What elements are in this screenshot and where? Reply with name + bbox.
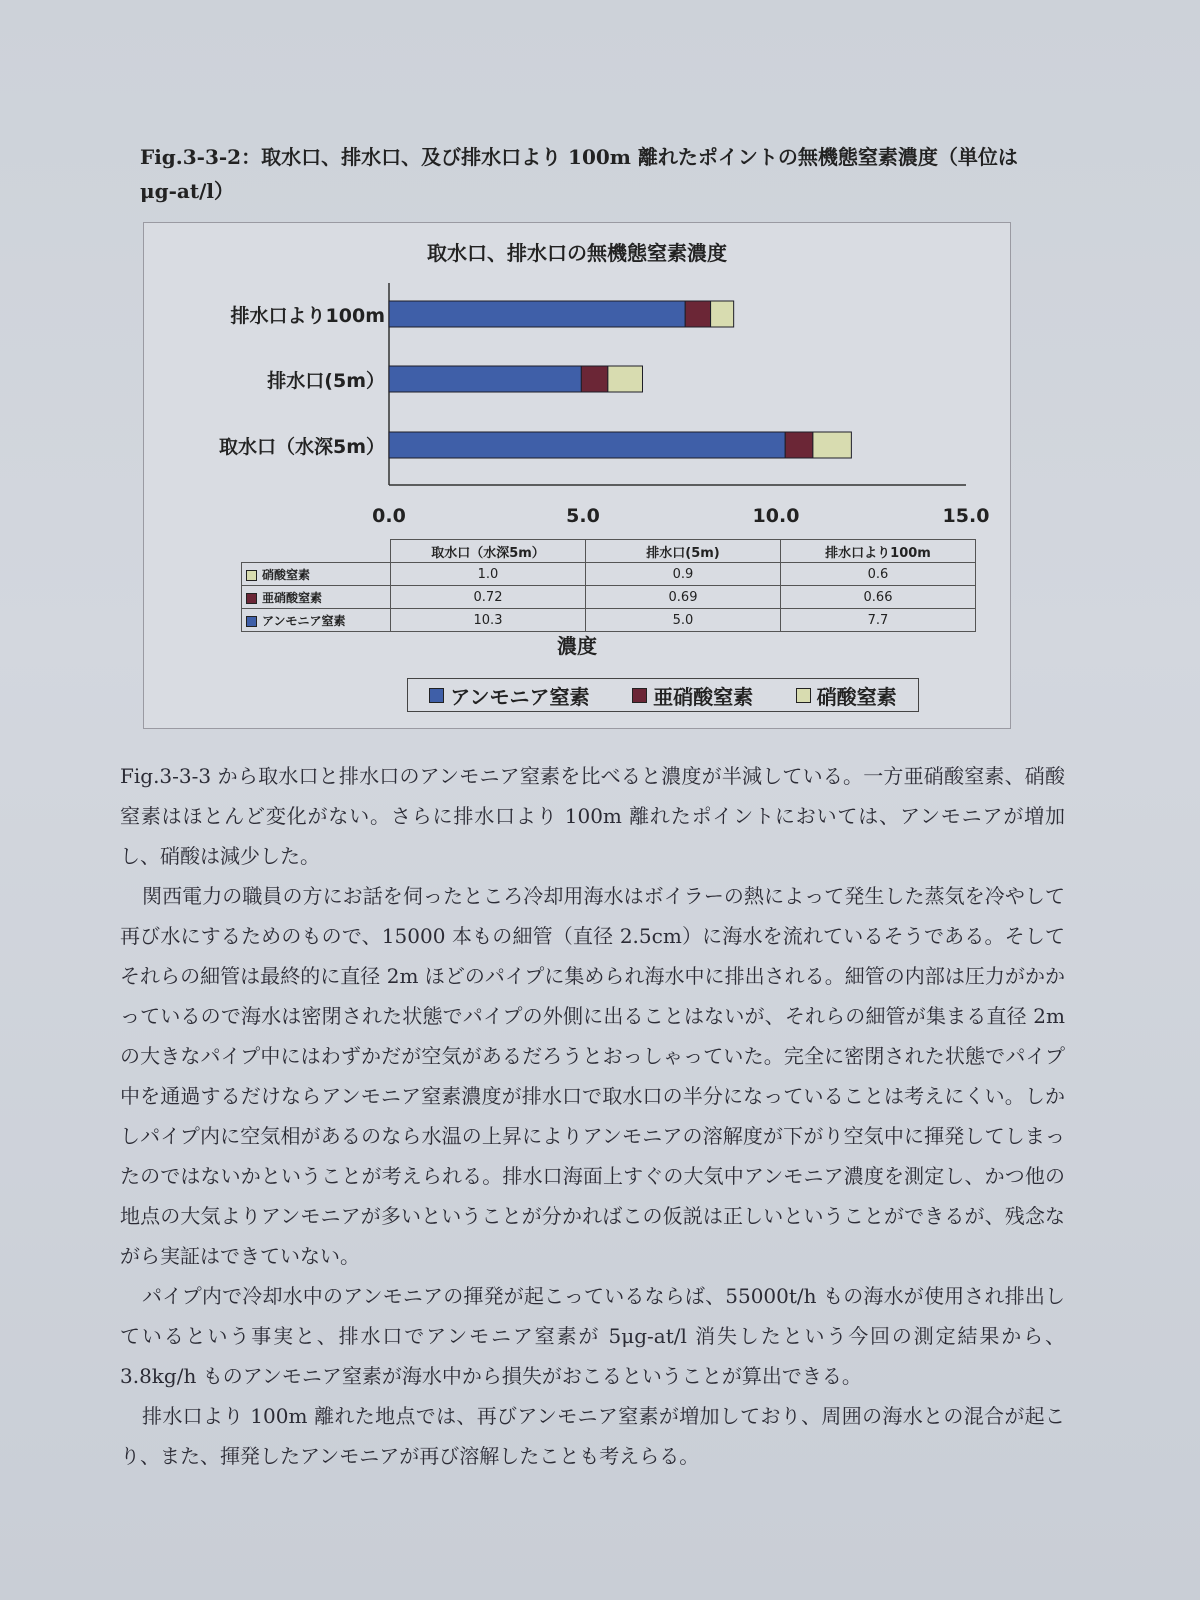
paragraph: Fig.3-3-3 から取水口と排水口のアンモニア窒素を比べると濃度が半減している。一方亜硝酸窒素、硝酸窒素はほとんど変化がない。さらに排水口より 100m 離れたポイントにおいては、アンモニアが増加し、硝酸は減少した。 bbox=[120, 764, 1065, 868]
table-cell: 10.3 bbox=[391, 609, 586, 632]
legend-label: 亜硝酸窒素 bbox=[653, 684, 754, 709]
table-cell: 0.72 bbox=[391, 586, 586, 609]
bar-segment bbox=[389, 432, 785, 458]
ammonia-swatch bbox=[246, 616, 257, 627]
table-row-nitrate bbox=[242, 563, 976, 586]
legend-swatch bbox=[429, 688, 444, 703]
table-col-header: 取水口（水深5m） bbox=[391, 540, 586, 563]
bar-segment bbox=[389, 301, 685, 327]
x-tick-label: 15.0 bbox=[942, 505, 990, 527]
bar-segment bbox=[608, 366, 643, 392]
x-tick-label: 10.0 bbox=[752, 505, 800, 527]
body-text bbox=[120, 756, 1065, 1476]
legend-label: 硝酸窒素 bbox=[816, 684, 897, 709]
table-row-ammonia bbox=[242, 609, 976, 632]
legend-item bbox=[429, 681, 589, 710]
table-cell: 0.9 bbox=[586, 563, 781, 586]
legend-swatch bbox=[796, 688, 811, 703]
nitrite-swatch bbox=[246, 593, 257, 604]
table-col-header: 排水口より100m bbox=[781, 540, 976, 563]
legend-item bbox=[796, 681, 897, 710]
bar-segment bbox=[813, 432, 851, 458]
category-label-100m: 排水口より100m bbox=[230, 305, 385, 327]
chart-frame bbox=[143, 222, 1011, 729]
data-table bbox=[241, 539, 976, 632]
nitrate-swatch bbox=[246, 570, 257, 581]
x-tick-label: 5.0 bbox=[566, 505, 600, 527]
legend-item bbox=[632, 681, 753, 710]
category-label-outlet: 排水口(5m） bbox=[267, 370, 385, 392]
bar-segment bbox=[389, 366, 581, 392]
data-table-header-row bbox=[242, 540, 976, 563]
chart-legend bbox=[407, 678, 919, 712]
x-axis-label: 濃度 bbox=[557, 634, 597, 658]
legend-label: アンモニア窒素 bbox=[450, 684, 590, 709]
bar-segment bbox=[711, 301, 734, 327]
table-cell: 7.7 bbox=[781, 609, 976, 632]
category-label-intake: 取水口（水深5m） bbox=[218, 436, 385, 458]
bar-segment bbox=[785, 432, 813, 458]
paragraph: パイプ内で冷却水中のアンモニアの揮発が起こっているならば、55000t/h もの海水が使用され排出しているという事実と、排水口でアンモニア窒素が 5μg-at/l 消失したという今回の測定結果から、3.8kg/h ものアンモニア窒素が海水中から損失がおこるということが算出できる。 bbox=[120, 1284, 1065, 1388]
table-row-label: アンモニア窒素 bbox=[262, 613, 346, 628]
table-cell: 5.0 bbox=[586, 609, 781, 632]
table-cell: 1.0 bbox=[391, 563, 586, 586]
figure-caption: Fig.3-3-2：取水口、排水口、及び排水口より 100m 離れたポイントの無機態窒素濃度（単位はμg-at/l） bbox=[140, 145, 1018, 203]
table-cell: 0.6 bbox=[781, 563, 976, 586]
table-cell: 0.66 bbox=[781, 586, 976, 609]
bar-segment bbox=[685, 301, 710, 327]
chart-title: 取水口、排水口の無機態窒素濃度 bbox=[427, 241, 727, 265]
table-row-label: 亜硝酸窒素 bbox=[262, 590, 323, 605]
table-row-nitrite bbox=[242, 586, 976, 609]
table-row-label: 硝酸窒素 bbox=[262, 567, 311, 582]
bar-segment bbox=[581, 366, 608, 392]
legend-swatch bbox=[632, 688, 647, 703]
x-tick-label: 0.0 bbox=[372, 505, 406, 527]
paragraph: 関西電力の職員の方にお話を伺ったところ冷却用海水はボイラーの熱によって発生した蒸気を冷やして再び水にするためのもので、15000 本もの細管（直径 2.5cm）に海水を流れているそうである。そしてそれらの細管は最終的に直径 2m ほどのパイプに集められ海水中に排出される。細管の内部は圧力がかかっているので海水は密閉された状態でパイプの外側に出ることはないが、それらの細管が集まる直径 2m の大きなパイプ中にはわずかだが空気があるだろうとおっしゃっていた。完全に密閉された状態でパイプ中を通過するだけならアンモニア窒素濃度が排水口で取水口の半分になっていることは考えにくい。しかしパイプ内に空気相があるのなら水温の上昇によりアンモニアの溶解度が下がり空気中に揮発してしまったのではないかということが考えられる。排水口海面上すぐの大気中アンモニア濃度を測定し、かつ他の地点の大気よりアンモニアが多いということが分かればこの仮説は正しいということができるが、残念ながら実証はできていない。 bbox=[120, 884, 1065, 1268]
table-col-header: 排水口(5m) bbox=[586, 540, 781, 563]
paragraph: 排水口より 100m 離れた地点では、再びアンモニア窒素が増加しており、周囲の海水との混合が起こり、また、揮発したアンモニアが再び溶解したことも考えらる。 bbox=[120, 1404, 1065, 1468]
table-cell: 0.69 bbox=[586, 586, 781, 609]
